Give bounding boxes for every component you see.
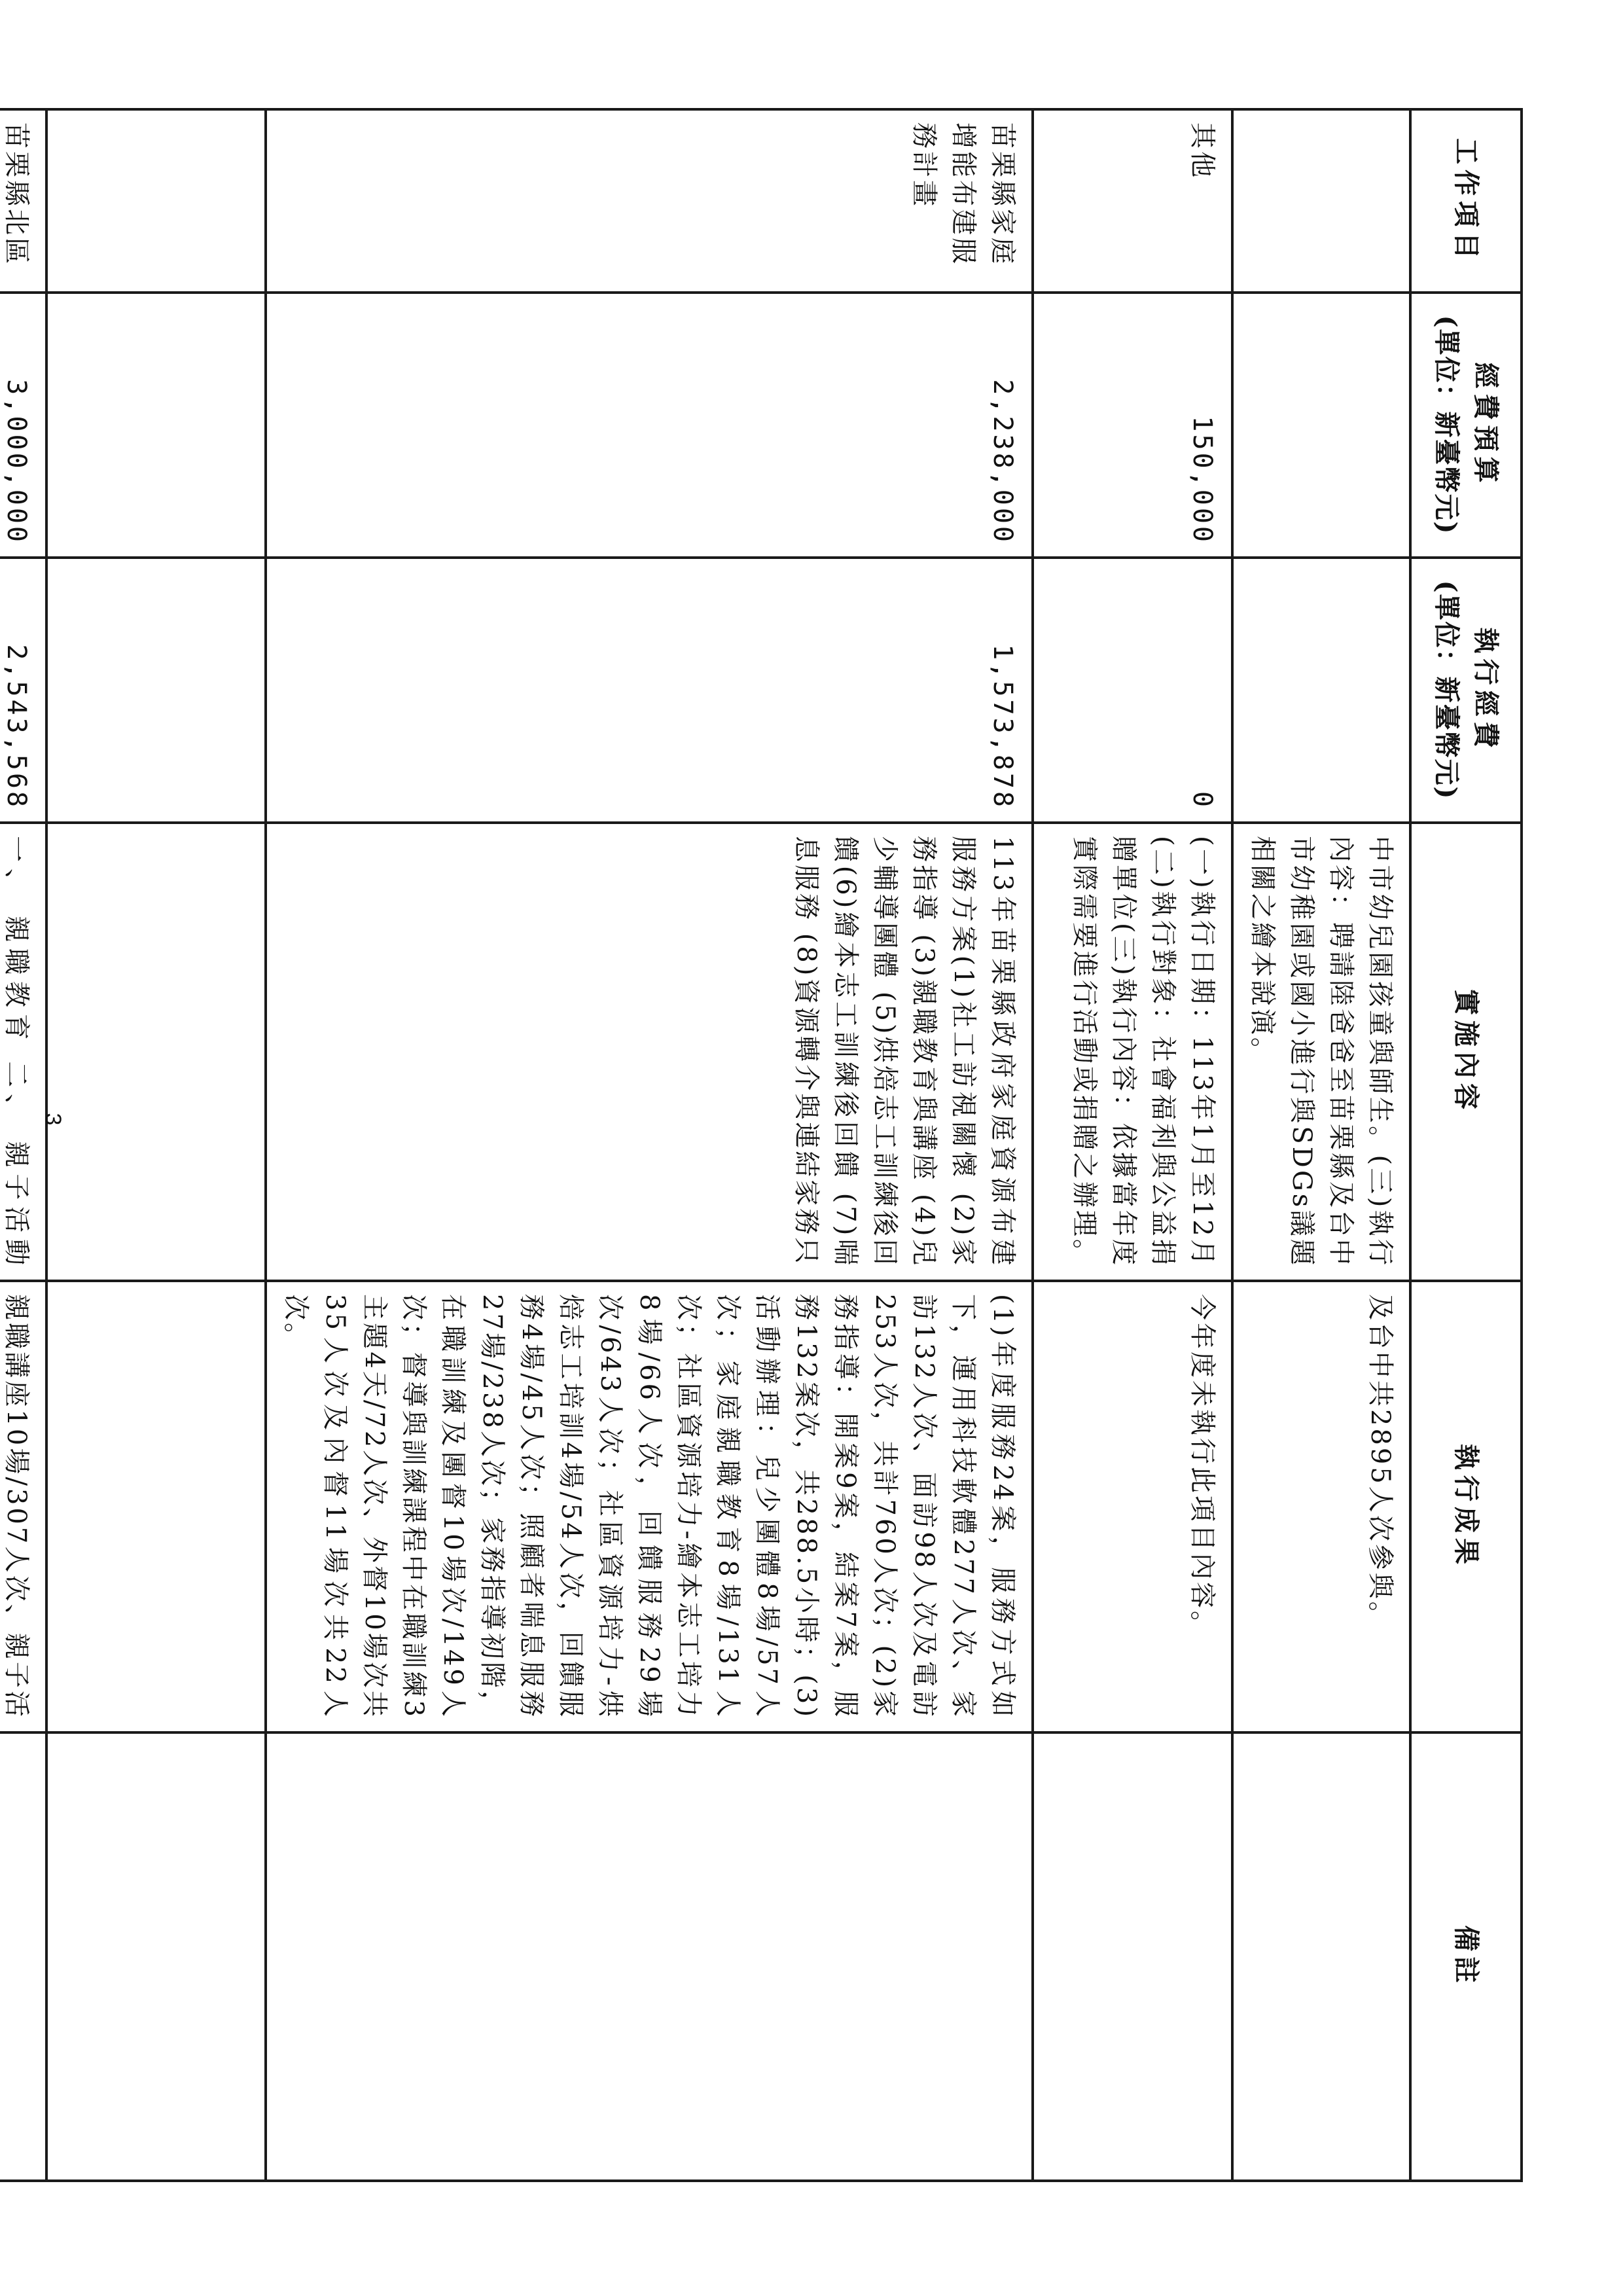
row-result: 親職講座10場/307人次、親子活 (0, 1281, 46, 1732)
header-executed-funds: 執行經費 (單位：新臺幣元) (1410, 558, 1522, 823)
row-budget: 150,000 (1033, 293, 1232, 558)
row-note (46, 1732, 266, 2181)
header-budget-unit: (單位：新臺幣元) (1431, 315, 1462, 535)
row-content: (一)執行日期：113年1月至12月(二)執行對象：社會福利與公益捐贈單位(三)執行內容：依據當年度實際需要進行活動或捐贈之辦理。 (1033, 823, 1232, 1281)
header-budget: 經費預算 (單位：新臺幣元) (1410, 293, 1522, 558)
row-content: 中市幼兒園孩童與師生。(三)執行內容：聘請陸爸爸至苗栗縣及台中市幼稚園或國小進行與SDGs議題相關之繪本說演。 (1232, 823, 1410, 1281)
table-header-row (1410, 109, 1522, 2181)
header-remarks: 備註 (1410, 1732, 1522, 2181)
table-row (1232, 109, 1410, 2181)
row-note (1232, 1732, 1410, 2181)
header-work-item: 工作項目 (1410, 109, 1522, 293)
row-result (46, 1281, 266, 1732)
table-row (1033, 109, 1232, 2181)
row-note (0, 1732, 46, 2181)
table-row (266, 109, 1033, 2181)
row-exec (1232, 558, 1410, 823)
row-item (1232, 109, 1410, 293)
row-result: 及台中共2895人次參與。 (1232, 1281, 1410, 1732)
row-note (1033, 1732, 1232, 2181)
row-budget: 3,000,000 (0, 293, 46, 558)
row-budget (1232, 293, 1410, 558)
header-content: 實施內容 (1410, 823, 1522, 1281)
row-budget (46, 293, 266, 558)
row-content: 一、 親職教育 二、 親子活動 (0, 823, 46, 1281)
row-content (46, 823, 266, 1281)
row-exec (46, 558, 266, 823)
row-exec: 2,543,568 (0, 558, 46, 823)
row-exec: 0 (1033, 558, 1232, 823)
header-results: 執行成果 (1410, 1281, 1522, 1732)
work-items-table (0, 108, 1523, 2182)
row-content: 113年苗栗縣政府家庭資源布建服務方案(1)社工訪視關懷 (2)家務指導 (3)親職教育與講座 (4)兒少輔導團體 (5)烘焙志工訓練後回饋(6)繪本志工訓練後回饋 (7)喘息服務 (8)資源轉介與連結家務只 (266, 823, 1033, 1281)
row-item (46, 109, 266, 293)
row-budget: 2,238,000 (266, 293, 1033, 558)
row-item: 其他 (1033, 109, 1232, 293)
table-row (46, 109, 266, 2181)
row-result: 今年度未執行此項目內容。 (1033, 1281, 1232, 1732)
table-row (0, 109, 46, 2181)
row-result: (1)年度服務24案，服務方式如下，運用科技軟體277人次、家訪132人次、面訪98人次及電訪253人次，共計760人次；(2)家務指導：開案9案，結案7案，服務132案次，共288.5小時；(3)活動辦理：兒少團體8場/57人次；家庭親職教育8場/131人次；社區資源培力-繪本志工培力8場/66人次，回饋服務29場次/643人次；社區資源培力-烘焙志工培訓4場/54人次，回饋服務4場/45人次；照顧者喘息服務27場/238人次；家務指導初階，在職訓練及團督10場次/149人次；督導與訓練課程中在職訓練3主題4天/72人次、外督10場次共35人次及內督11場次共22人次。 (266, 1281, 1033, 1732)
row-note (266, 1732, 1033, 2181)
page-number: 3 (41, 1113, 65, 1126)
header-exec-unit: (單位：新臺幣元) (1431, 580, 1462, 800)
row-item: 苗栗縣北區 (0, 109, 46, 293)
row-item: 苗栗縣家庭增能布建服務計畫 (266, 109, 1033, 293)
row-exec: 1,573,878 (266, 558, 1033, 823)
